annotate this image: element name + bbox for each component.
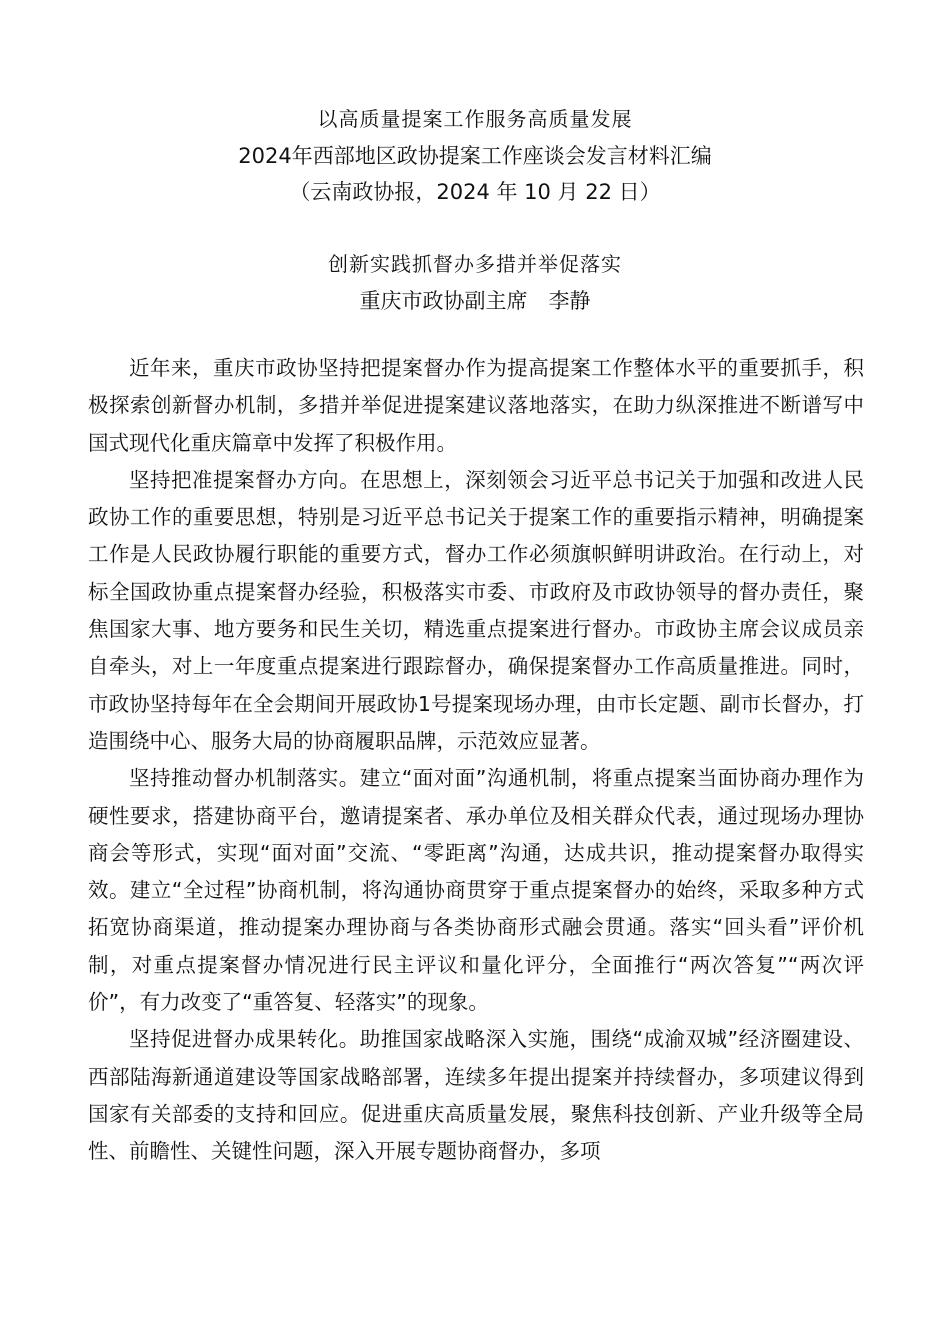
paragraph: 近年来，重庆市政协坚持把提案督办作为提高提案工作整体水平的重要抓手，积极探索创新督办机制，多措并举促进提案建议落地落实，在助力纵深推进不断谱写中国式现代化重庆篇章中发挥了积极作用。 bbox=[88, 356, 864, 455]
article-body bbox=[88, 350, 864, 1171]
source-line: （云南政协报，2024 年 10 月 22 日） bbox=[289, 180, 661, 204]
article-title: 创新实践抓督办多措并举促落实 bbox=[328, 252, 622, 276]
author-line: 重庆市政协副主席 李静 bbox=[359, 289, 591, 313]
series-title: 以高质量提案工作服务高质量发展 bbox=[317, 107, 633, 131]
paragraph: 坚持把准提案督办方向。在思想上，深刻领会习近平总书记关于加强和改进人民政协工作的重要思想，特别是习近平总书记关于提案工作的重要指示精神，明确提案工作是人民政协履行职能的重要方式，督办工作必须旗帜鲜明讲政治。在行动上，对标全国政协重点提案督办经验，积极落实市委、市政府及市政协领导的督办责任，聚焦国家大事、地方要务和民生关切，精选重点提案进行督办。市政协主席会议成员亲自牵头，对上一年度重点提案进行跟踪督办，确保提案督办工作高质量推进。同时，市政协坚持每年在全会期间开展政协1号提案现场办理，由市长定题、副市长督办，打造围绕中心、服务大局的协商履职品牌，示范效应显著。 bbox=[88, 467, 864, 753]
paragraph: 坚持推动督办机制落实。建立“面对面”沟通机制，将重点提案当面协商办理作为硬性要求，搭建协商平台，邀请提案者、承办单位及相关群众代表，通过现场办理协商会等形式，实现“面对面”交流、“零距离”沟通，达成共识，推动提案督办取得实效。建立“全过程”协商机制，将沟通协商贯穿于重点提案督办的始终，采取多种方式拓宽协商渠道，推动提案办理协商与各类协商形式融会贯通。落实“回头看”评价机制，对重点提案督办情况进行民主评议和量化评分，全面推行“两次答复”“两次评价”，有力改变了“重答复、轻落实”的现象。 bbox=[88, 766, 864, 1015]
compilation-title: 2024年西部地区政协提案工作座谈会发言材料汇编 bbox=[238, 144, 712, 168]
paragraph: 坚持促进督办成果转化。助推国家战略深入实施，围绕“成渝双城”经济圈建设、西部陆海新通道建设等国家战略部署，连续多年提出提案并持续督办，多项建议得到国家有关部委的支持和回应。促进重庆高质量发展，聚焦科技创新、产业升级等全局性、前瞻性、关键性问题，深入开展专题协商督办，多项 bbox=[88, 1027, 864, 1164]
